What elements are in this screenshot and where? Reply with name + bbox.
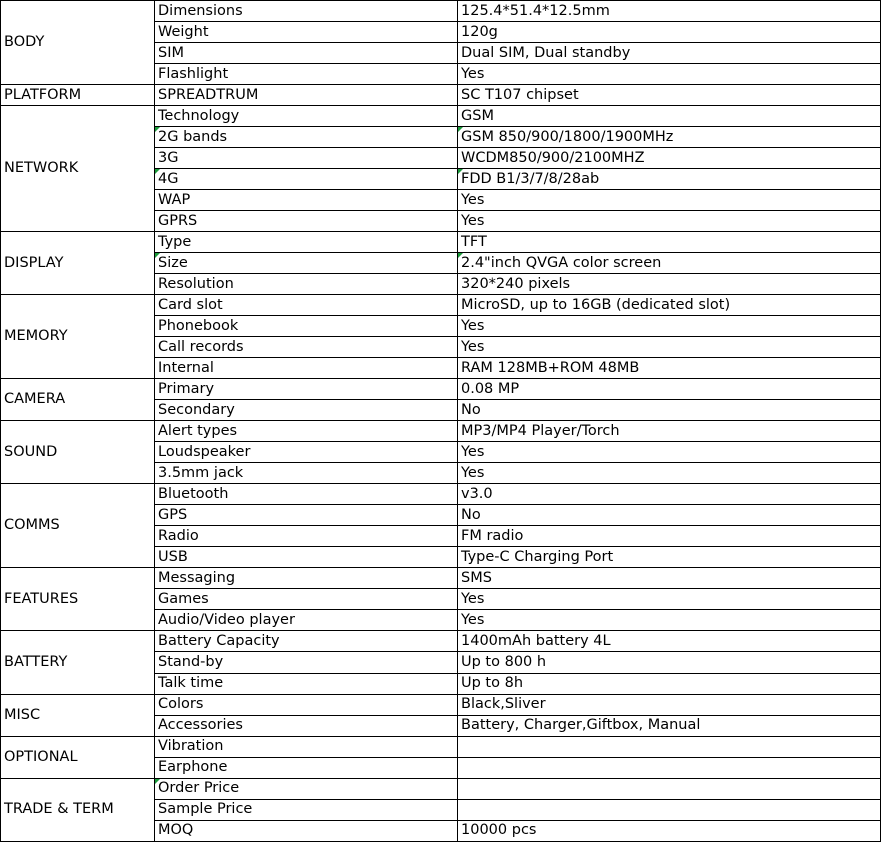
spec-label: Flashlight [155,64,458,85]
spec-value: Yes [458,211,881,232]
spec-label: Talk time [155,673,458,694]
spec-label: Size [155,253,458,274]
category-label: BATTERY [1,631,155,694]
spec-label: Resolution [155,274,458,295]
category-label: COMMS [1,484,155,568]
spec-value: Black,Sliver [458,694,881,715]
spec-row [1,85,881,106]
spec-value: WCDM850/900/2100MHZ [458,148,881,169]
spec-label: Bluetooth [155,484,458,505]
spec-label: 3.5mm jack [155,463,458,484]
spec-value: Yes [458,316,881,337]
spec-value: Yes [458,442,881,463]
spec-label: Sample Price [155,799,458,820]
spec-value [458,799,881,820]
spec-value: 10000 pcs [458,820,881,841]
category-label: MISC [1,694,155,736]
spec-label: SPREADTRUM [155,85,458,106]
spec-label: SIM [155,43,458,64]
category-label: CAMERA [1,379,155,421]
spec-value: Yes [458,190,881,211]
spec-value: FDD B1/3/7/8/28ab [458,169,881,190]
spec-label: MOQ [155,820,458,841]
spec-value: Type-C Charging Port [458,547,881,568]
spec-value: Yes [458,463,881,484]
spec-value [458,757,881,778]
spec-value: RAM 128MB+ROM 48MB [458,358,881,379]
spec-label: USB [155,547,458,568]
spec-value: Yes [458,610,881,631]
category-label: NETWORK [1,106,155,232]
spec-label: Battery Capacity [155,631,458,652]
spec-row [1,1,881,22]
category-label: SOUND [1,421,155,484]
spec-label: Order Price [155,778,458,799]
spec-value: 0.08 MP [458,379,881,400]
spec-value: No [458,505,881,526]
spec-label: Messaging [155,568,458,589]
spec-label: Alert types [155,421,458,442]
spec-table-body [1,1,881,842]
spec-value: 120g [458,22,881,43]
spec-label: Weight [155,22,458,43]
spec-value: FM radio [458,526,881,547]
spec-label: Stand-by [155,652,458,673]
spec-value [458,778,881,799]
spec-row [1,295,881,316]
category-label: FEATURES [1,568,155,631]
spec-label: Vibration [155,736,458,757]
spec-value: 320*240 pixels [458,274,881,295]
spec-label: Loudspeaker [155,442,458,463]
spec-label: WAP [155,190,458,211]
category-label: TRADE & TERM [1,778,155,841]
category-label: BODY [1,1,155,85]
spec-row [1,421,881,442]
spec-row [1,379,881,400]
spec-value: 1400mAh battery 4L [458,631,881,652]
spec-value: Yes [458,64,881,85]
spec-value: TFT [458,232,881,253]
spec-row [1,736,881,757]
spec-row [1,568,881,589]
spec-value: SC T107 chipset [458,85,881,106]
spec-label: Technology [155,106,458,127]
spec-label: Accessories [155,715,458,736]
spec-value: 125.4*51.4*12.5mm [458,1,881,22]
spec-value: MicroSD, up to 16GB (dedicated slot) [458,295,881,316]
spec-label: Audio/Video player [155,610,458,631]
spec-label: Phonebook [155,316,458,337]
category-label: MEMORY [1,295,155,379]
spec-label: Type [155,232,458,253]
spec-value: MP3/MP4 Player/Torch [458,421,881,442]
spec-label: Earphone [155,757,458,778]
spec-row [1,232,881,253]
spec-label: Secondary [155,400,458,421]
spec-value: 2.4"inch QVGA color screen [458,253,881,274]
spec-label: Call records [155,337,458,358]
spec-value: No [458,400,881,421]
spec-label: Games [155,589,458,610]
spec-value: Battery, Charger,Giftbox, Manual [458,715,881,736]
category-label: PLATFORM [1,85,155,106]
spec-value: GSM 850/900/1800/1900MHz [458,127,881,148]
spec-row [1,694,881,715]
spec-value: Dual SIM, Dual standby [458,43,881,64]
spec-label: 3G [155,148,458,169]
spec-row [1,484,881,505]
spec-value: v3.0 [458,484,881,505]
category-label: DISPLAY [1,232,155,295]
spec-row [1,631,881,652]
spec-value: Up to 8h [458,673,881,694]
category-label: OPTIONAL [1,736,155,778]
spec-value: Up to 800 h [458,652,881,673]
spec-label: GPRS [155,211,458,232]
spec-value [458,736,881,757]
spec-label: Internal [155,358,458,379]
spec-label: Dimensions [155,1,458,22]
spec-label: GPS [155,505,458,526]
spec-value: SMS [458,568,881,589]
spec-row [1,778,881,799]
spec-value: GSM [458,106,881,127]
spec-label: Card slot [155,295,458,316]
spec-label: 4G [155,169,458,190]
spec-label: Colors [155,694,458,715]
spec-row [1,106,881,127]
spec-value: Yes [458,337,881,358]
spec-value: Yes [458,589,881,610]
spec-label: Radio [155,526,458,547]
spec-label: 2G bands [155,127,458,148]
spec-label: Primary [155,379,458,400]
